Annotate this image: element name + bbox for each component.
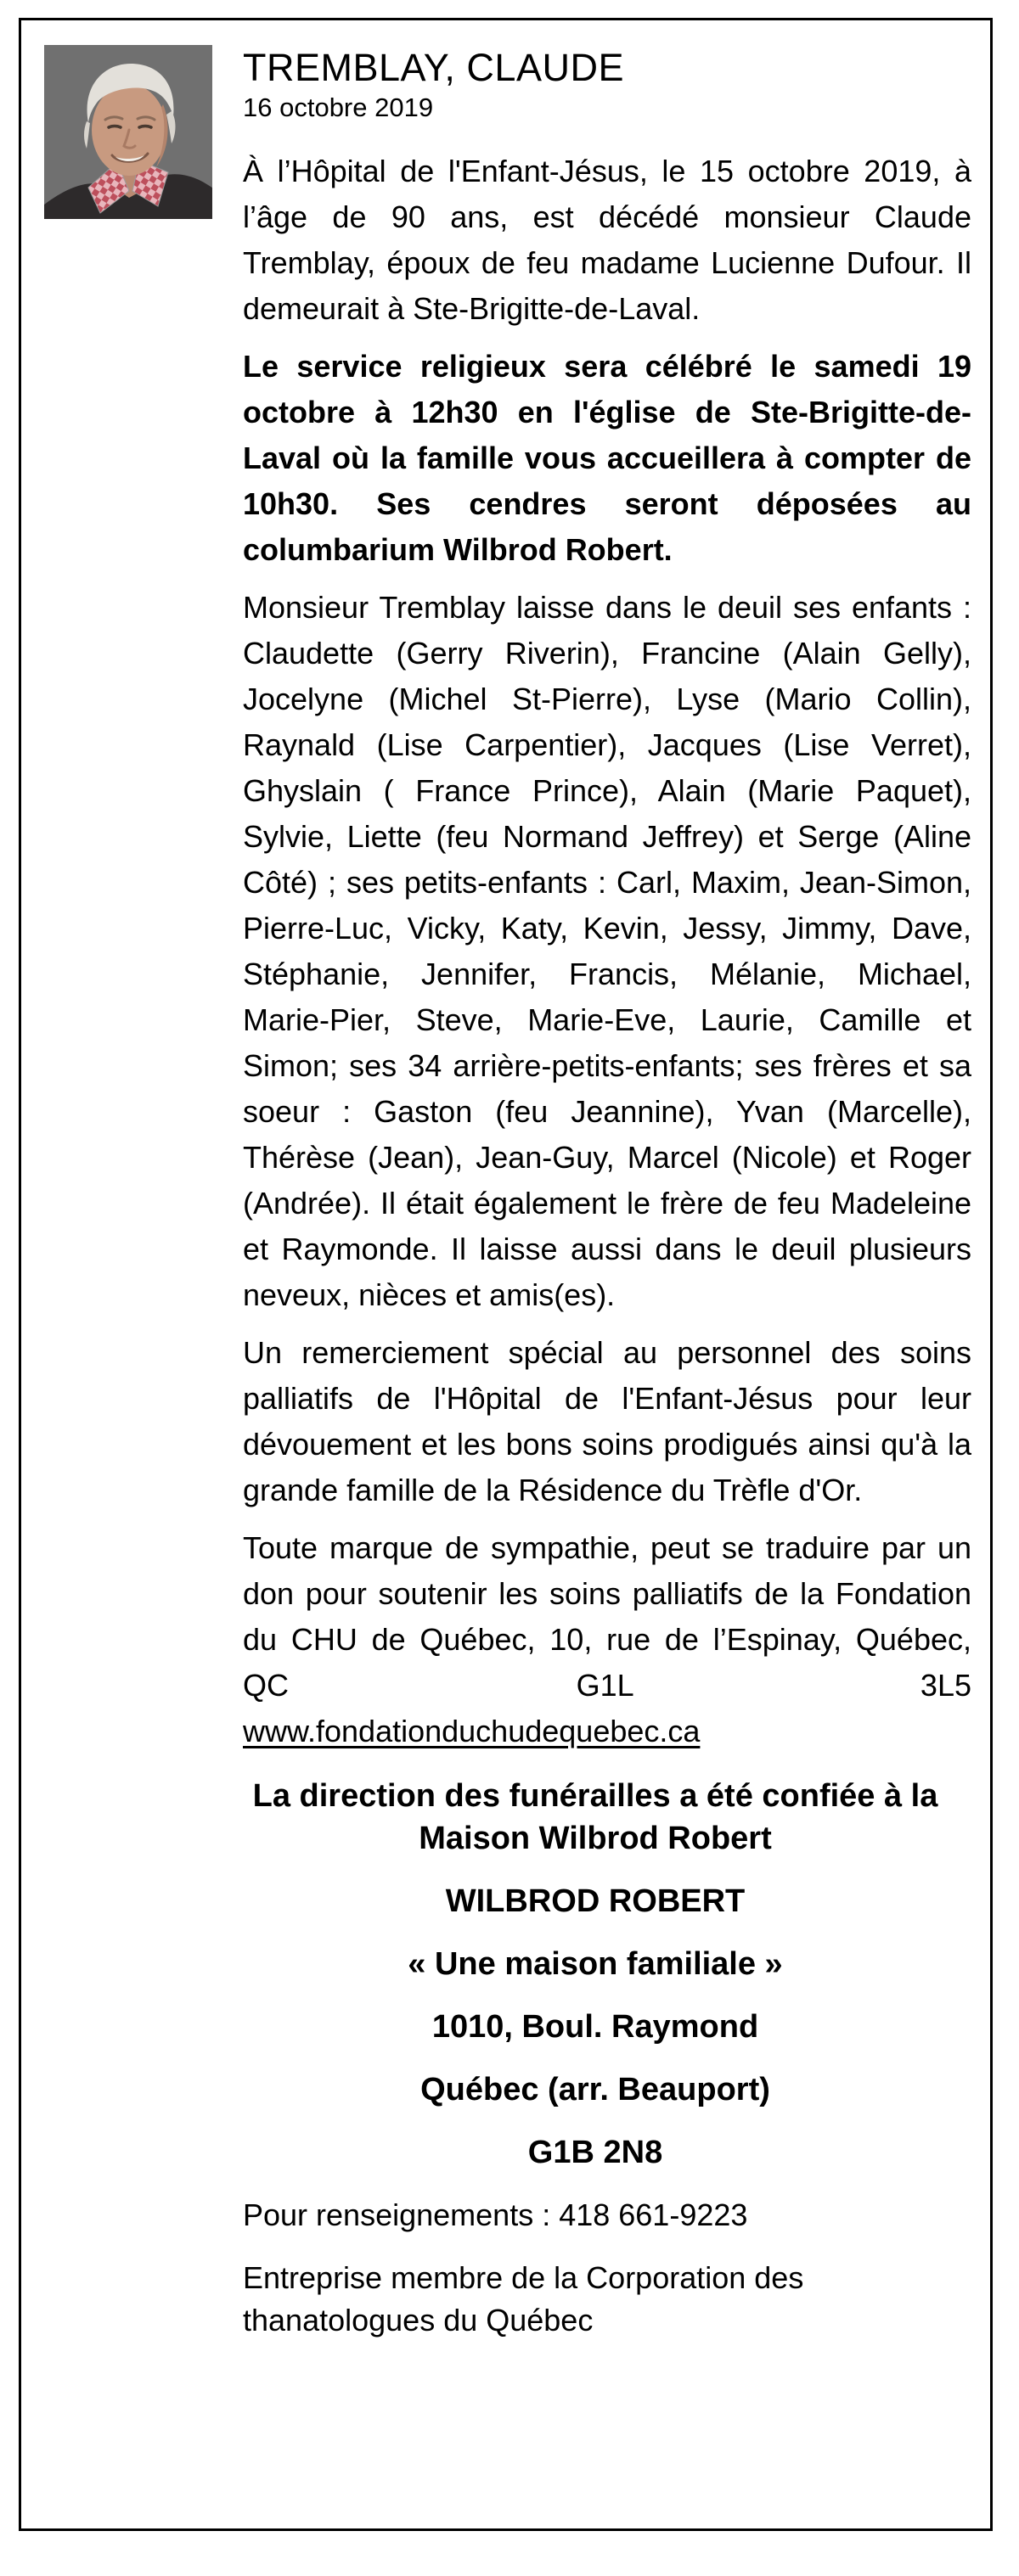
portrait-illustration: [44, 45, 212, 219]
donation-text: Toute marque de sympathie, peut se traduire par un don pour soutenir les soins palliatifs de la Fondation du CHU de Québec, 10, rue de l’Espinay, Québec, QC G1L 3L5: [243, 1530, 971, 1703]
thanks-paragraph: Un remerciement spécial au personnel des soins palliatifs de l'Hôpital de l'Enfant-Jésus pour leur dévouement et les bons soins prodigués ainsi qu'à la grande famille de la Résidence du Trèfle d'Or.: [243, 1335, 971, 1507]
eye-left: [109, 126, 121, 128]
funeral-home-slogan: « Une maison familiale »: [408, 1946, 783, 1982]
funeral-direction-line1: La direction des funérailles a été confiée à la: [252, 1778, 938, 1814]
portrait-photo: [44, 45, 212, 219]
publication-date: 16 octobre 2019: [243, 93, 434, 122]
family-paragraph: Monsieur Tremblay laisse dans le deuil ses enfants : Claudette (Gerry Riverin), Francine (Alain Gelly), Jocelyne (Michel St-Pierre), Lyse (Mario Collin), Raynald (Lise Carpentier), Jacques (Lise Verret), Ghyslain ( France Prince), Alain (Marie Paquet), Sylvie, Liette (feu Normand Jeffrey) et Serge (Aline Côté) ; ses petits-enfants : Carl, Maxim, Jean-Simon, Pierre-Luc, Vicky, Katy, Kevin, Jessy, Jimmy, Dave, Stéphanie, Jennifer, Francis, Mélanie, Michael, Marie-Pier, Steve, Marie-Eve, Laurie, Camille et Simon; ses 34 arrière-petits-enfants; ses frères et sa soeur : Gaston (feu Jeannine), Yvan (Marcelle), Thérèse (Jean), Jean-Guy, Marcel (Nicole) et Roger (Andrée). Il était également le frère de feu Madeleine et Raymonde. Il laisse aussi dans le deuil plusieurs neveux, nièces et amis(es).: [243, 590, 971, 1312]
funeral-home-address: 1010, Boul. Raymond: [431, 2009, 759, 2045]
funeral-home-postal-code: G1B 2N8: [527, 2135, 663, 2170]
phone-info-line: Pour renseignements : 418 661-9223: [243, 2197, 748, 2232]
donation-paragraph: [243, 1525, 971, 1709]
funeral-direction-paragraph: [231, 1775, 960, 1860]
funeral-home-city: Québec (arr. Beauport): [420, 2072, 770, 2107]
funeral-direction-line2: Maison Wilbrod Robert: [419, 1821, 772, 1856]
eye-right: [139, 126, 151, 128]
funeral-home-name: WILBROD ROBERT: [445, 1883, 746, 1919]
deceased-name: TREMBLAY, CLAUDE: [243, 46, 624, 89]
obituary-content: [243, 47, 971, 2342]
death-announcement-paragraph: À l’Hôpital de l'Enfant-Jésus, le 15 octobre 2019, à l’âge de 90 ans, est décédé monsieur Claude Tremblay, époux de feu madame Lucienne Dufour. Il demeurait à Ste-Brigitte-de-Laval.: [243, 154, 971, 326]
donation-link[interactable]: www.fondationduchudequebec.ca: [243, 1714, 701, 1748]
membership-line: Entreprise membre de la Corporation des thanatologues du Québec: [243, 2260, 804, 2337]
religious-service-paragraph: Le service religieux sera célébré le samedi 19 octobre à 12h30 en l'église de Ste-Brigitte-de-Laval où la famille vous accueillera à compter de 10h30. Ses cendres seront déposées au columbarium Wilbrod Robert.: [243, 349, 971, 567]
